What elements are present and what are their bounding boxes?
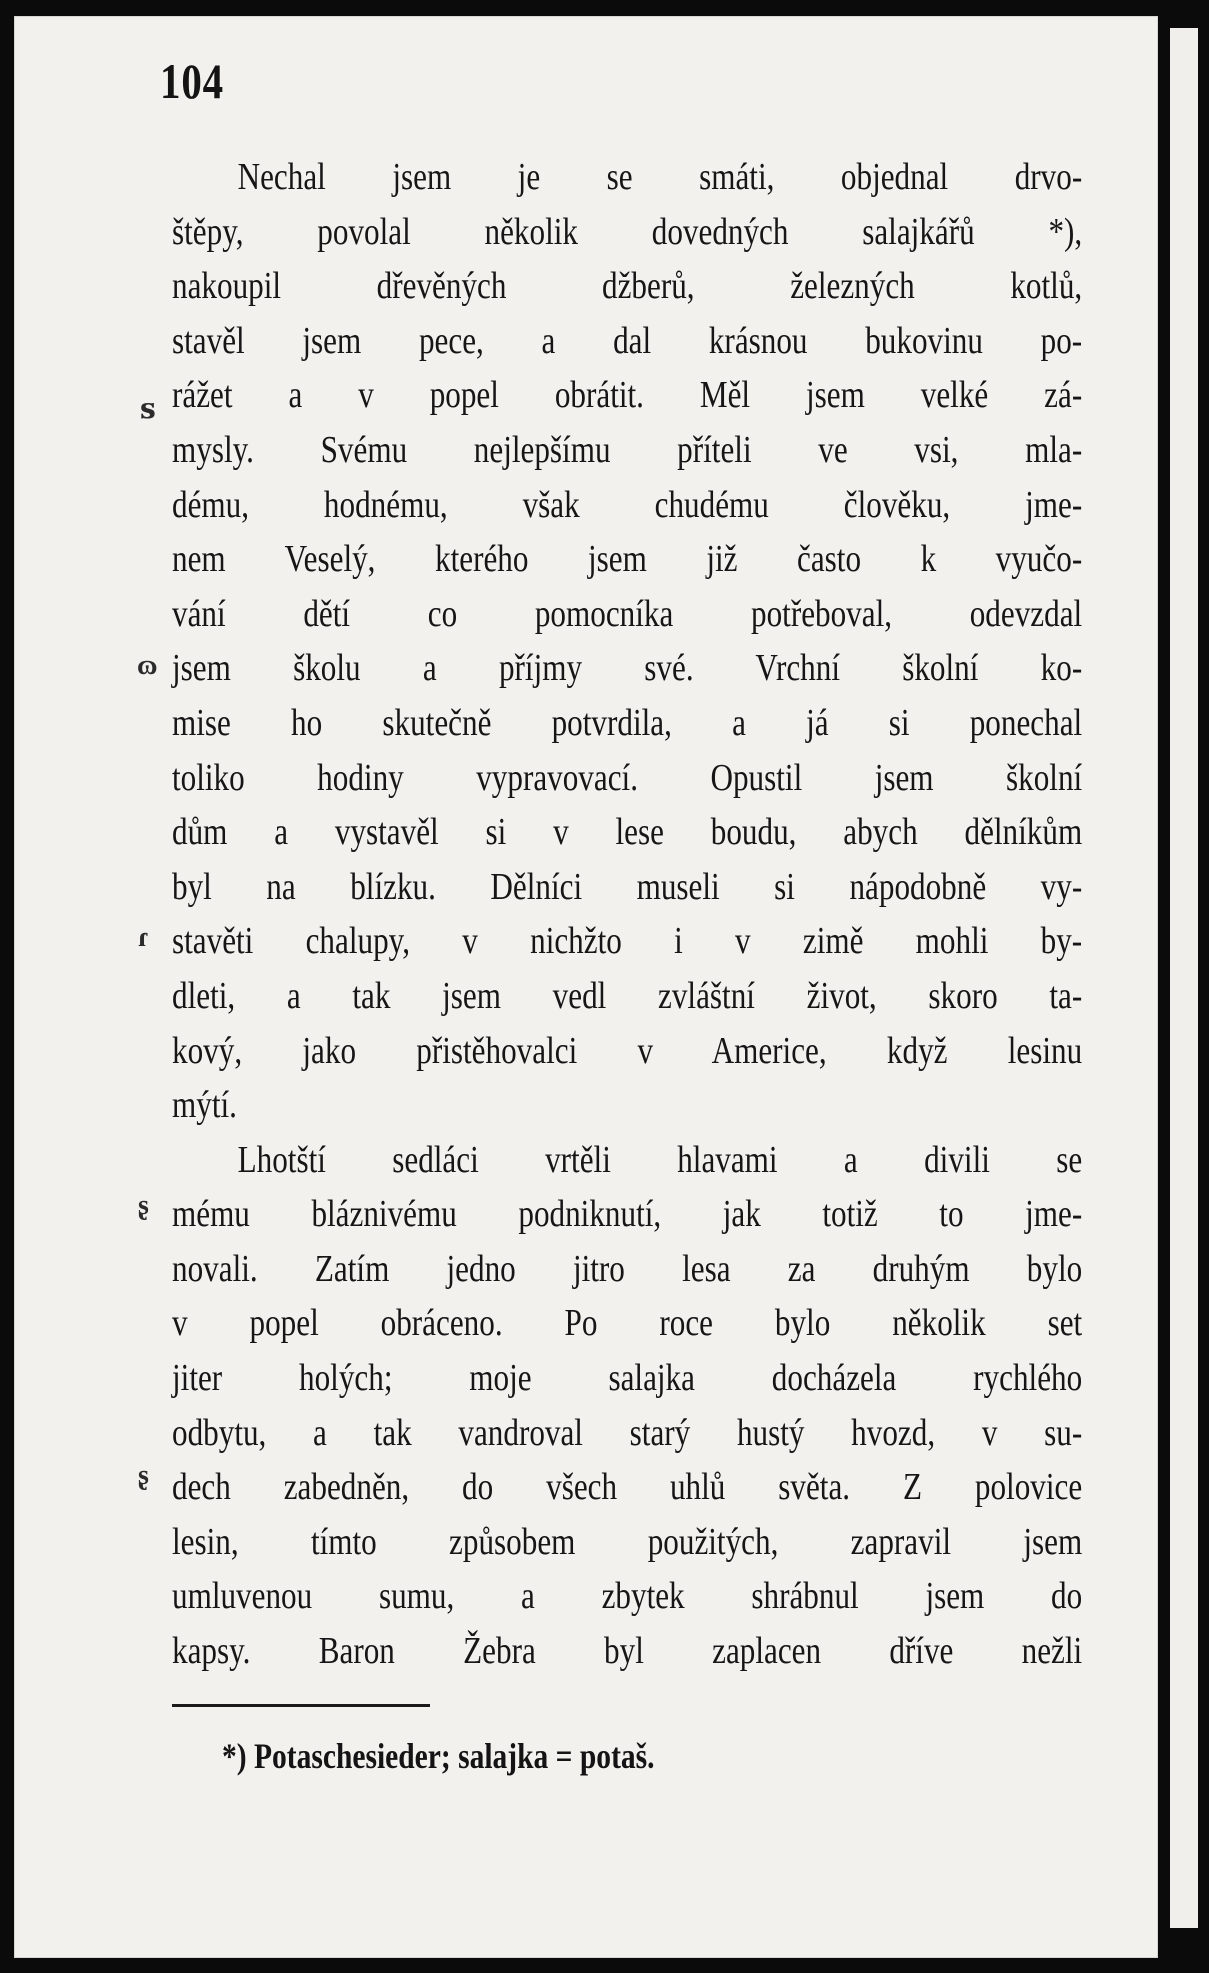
text-line: umluvenou sumu, a zbytek shrábnul jsem do [172,1575,1083,1618]
text-line: dům a vystavěl si v lese boudu, abych dělníkům [172,811,1083,854]
body-text [172,150,1084,1679]
text-line: mýtí. [172,1084,237,1127]
text-line: lesin, tímto způsobem použitých, zapravil jsem [172,1520,1083,1563]
text-line: mise ho skutečně potvrdila, a já si ponechal [172,701,1083,744]
margin-speck: ɾ [138,922,150,953]
text-line: mysly. Svému nejlepšímu příteli ve vsi, mla- [172,428,1083,471]
text-line: byl na blízku. Dělníci museli si nápodobně vy- [172,865,1083,908]
text-line: novali. Zatím jedno jitro lesa za druhým bylo [172,1247,1083,1290]
text-line: toliko hodiny vypravovací. Opustil jsem školní [172,756,1083,799]
margin-speck: ɷ [137,650,158,681]
text-line: stavěti chalupy, v nichžto i v zimě mohli by- [172,920,1083,963]
adjacent-page-edge [1170,28,1198,1928]
text-line: dleti, a tak jsem vedl zvláštní život, skoro ta- [172,974,1083,1017]
text-line: nakoupil dřevěných džberů, železných kotlů, [172,265,1083,308]
footnote-rule [172,1704,430,1707]
margin-speck: ʂ [138,1190,149,1221]
footnote: *) Potaschesieder; salajka = potaš. [222,1736,655,1776]
text-line: Nechal jsem je se smáti, objednal drvo- [237,156,1083,198]
text-line: vání dětí co pomocníka potřeboval, odevzdal [172,592,1083,635]
text-line: dech zabedněn, do všech uhlů světa. Z polovice [172,1466,1083,1509]
text-line: jiter holých; moje salajka docházela rychlého [172,1357,1083,1400]
text-line: kapsy. Baron Žebra byl zaplacen dříve nežli [172,1630,1083,1673]
text-line: stavěl jsem pece, a dal krásnou bukovinu po- [172,319,1083,362]
text-line: štěpy, povolal několik dovedných salajkářů *), [172,210,1083,253]
page-number: 104 [160,53,224,109]
text-line: dému, hodnému, však chudému člověku, jme- [172,483,1083,526]
text-line: jsem školu a příjmy své. Vrchní školní ko- [172,647,1083,690]
margin-speck: ʂ [138,1460,149,1491]
text-line: v popel obráceno. Po roce bylo několik set [172,1302,1083,1345]
text-line: odbytu, a tak vandroval starý hustý hvozd, v su- [172,1411,1083,1454]
text-line: mému bláznivému podniknutí, jak totiž to jme- [172,1193,1083,1236]
text-line: Lhotští sedláci vrtěli hlavami a divili se [237,1138,1083,1181]
text-line: nem Veselý, kterého jsem již často k vyučo- [172,538,1083,581]
text-line: rážet a v popel obrátit. Měl jsem velké zá- [172,374,1083,417]
margin-speck: ꜱ [140,394,156,425]
text-line: kový, jako přistěhovalci v Americe, když lesinu [172,1029,1083,1072]
